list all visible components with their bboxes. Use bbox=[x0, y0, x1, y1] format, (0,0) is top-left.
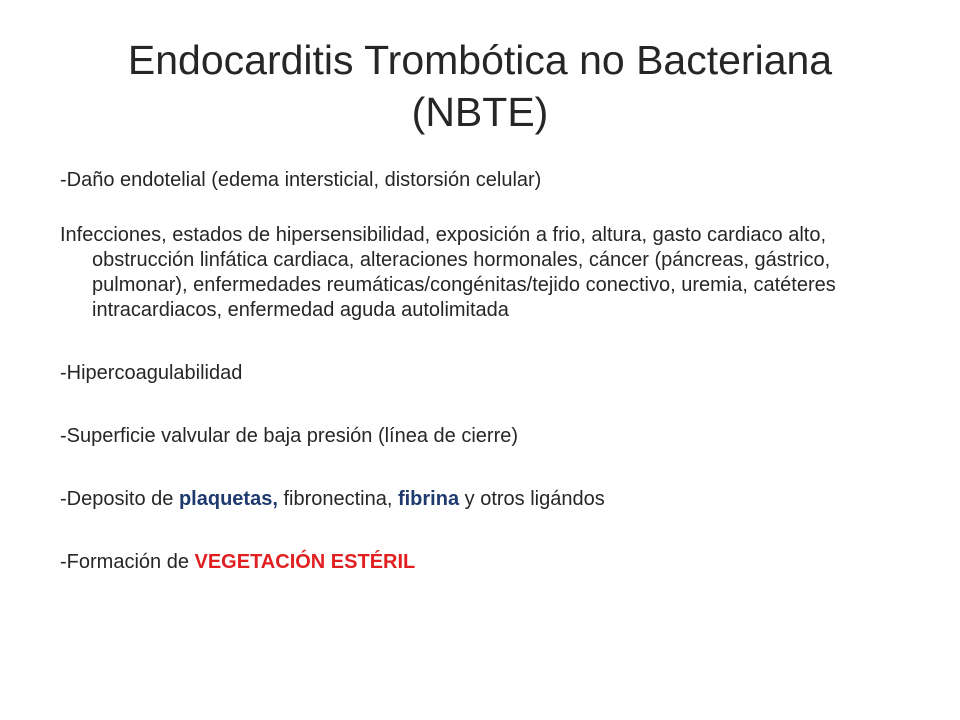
point-formation-vegetation: VEGETACIÓN ESTÉRIL bbox=[194, 551, 416, 573]
point-formation-text: -Formación de bbox=[60, 551, 195, 573]
point-formation bbox=[60, 550, 910, 575]
slide-title-line-2: (NBTE) bbox=[411, 89, 549, 135]
point-deposit-fibrin: fibrina bbox=[397, 488, 460, 510]
point-deposit-platelets: plaquetas, bbox=[178, 488, 278, 510]
point-deposit-text-1: -Deposito de bbox=[60, 488, 179, 510]
point-hypercoagulability: -Hipercoagulabilidad bbox=[60, 362, 243, 384]
point-deposit-text-2: fibronectina, bbox=[277, 488, 398, 510]
point-deposit-text-3: y otros ligándos bbox=[459, 488, 605, 510]
slide-title bbox=[60, 34, 900, 138]
slide-title-line-1: Endocarditis Trombótica no Bacteriana bbox=[127, 37, 833, 83]
slide-body bbox=[60, 168, 910, 575]
point-causes: Infecciones, estados de hipersensibilidad, exposición a frio, altura, gasto cardiaco alto, obstrucción linfática cardiaca, alteraciones hormonales, cáncer (páncreas, gástrico, pulmonar), enfermedades reumáticas/congénitas/tejido conectivo, uremia, catéteres intracardiacos, enfermedad aguda autolimitada bbox=[60, 224, 836, 321]
point-deposit bbox=[60, 487, 910, 512]
point-valve-surface: -Superficie valvular de baja presión (línea de cierre) bbox=[60, 425, 519, 447]
point-endothelial-damage: -Daño endotelial (edema intersticial, distorsión celular) bbox=[60, 169, 542, 191]
